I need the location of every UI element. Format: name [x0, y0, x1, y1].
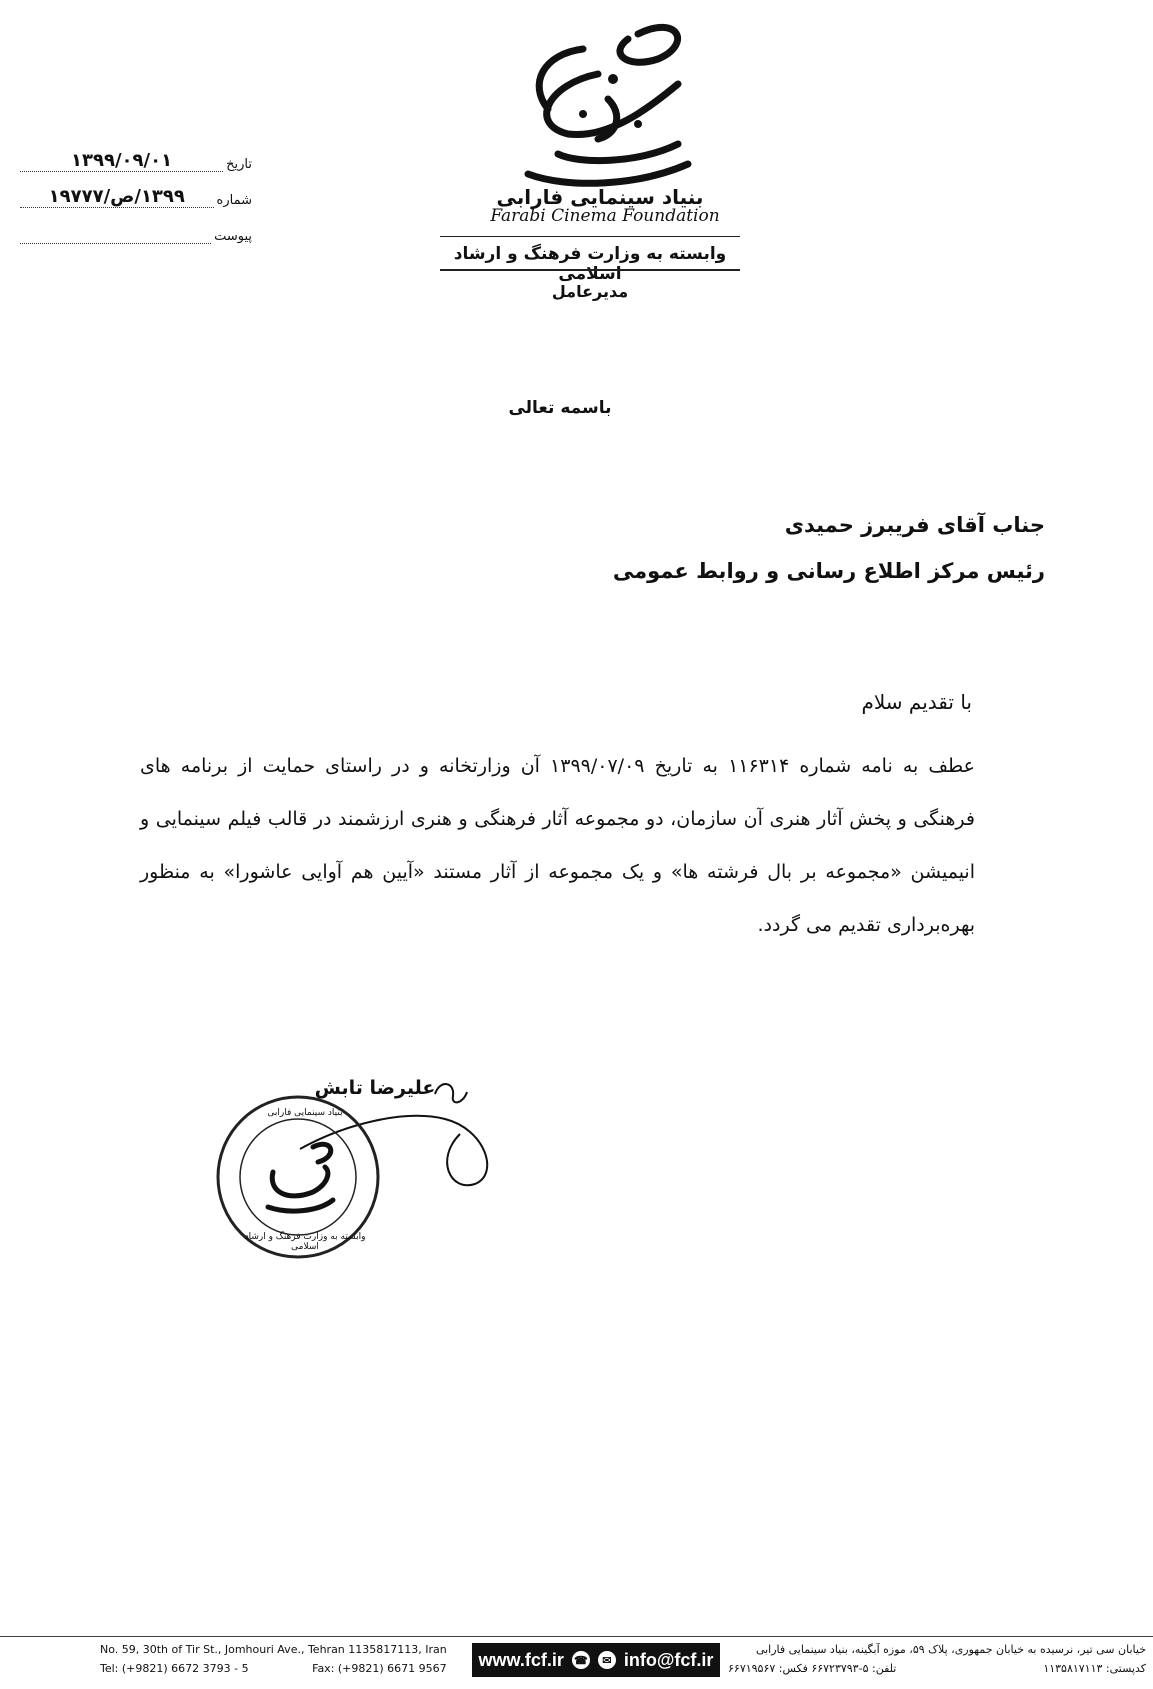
attachment-value	[20, 243, 211, 244]
footer-address-fa: خیابان سی تیر، نرسیده به خیابان جمهوری، پلاک ۵۹، موزه آبگینه، بنیاد سینمایی فارابی	[755, 1643, 1146, 1656]
signatory-name: علیرضا تابش	[314, 1077, 436, 1099]
attachment-label: پیوست	[214, 229, 252, 244]
footer-web-box	[472, 1643, 720, 1677]
footer-contact-fa	[728, 1662, 1146, 1675]
phone-icon: ☎	[572, 1651, 590, 1669]
greeting: با تقدیم سلام	[861, 690, 972, 714]
divider	[440, 236, 740, 237]
date-label: تاریخ	[226, 157, 252, 172]
footer-phone-en: Tel: (+9821) 6672 3793 - 5	[100, 1662, 249, 1675]
number-row	[20, 186, 252, 208]
footer-divider	[0, 1636, 1153, 1637]
footer-contact-en	[100, 1662, 465, 1675]
letter-body: عطف به نامه شماره ۱۱۶۳۱۴ به تاریخ ۱۳۹۹/۰۷/۰۹ آن وزارتخانه و در راستای حمایت از برنامه های فرهنگی و پخش آثار هنری آن سازمان، دو مجموعه آثار فرهنگی و هنری ارزشمند در قالب فیلم سینمایی و انیمیشن «مجموعه بر بال فرشته ها» و یک مجموعه از آثار مستند «آیین هم آوایی عاشورا» به منظور بهره‌برداری تقدیم می گردد.	[140, 755, 975, 936]
attachment-row	[20, 222, 252, 244]
website-link[interactable]: www.fcf.ir	[478, 1649, 564, 1670]
date-row	[20, 150, 252, 172]
bismillah: باسمه تعالی	[508, 398, 612, 418]
stamp-text: وابسته به وزارت فرهنگ و ارشاد اسلامی	[244, 1232, 366, 1252]
addressee-title: رئیس مرکز اطلاع رسانی و روابط عمومی	[612, 559, 1045, 583]
number-value: ۱۳۹۹/ص/۱۹۷۷۷	[20, 187, 214, 208]
date-value: ۱۳۹۹/۰۹/۰۱	[20, 151, 223, 172]
email-icon: ✉	[598, 1651, 616, 1669]
footer-postal-fa: کدپستی: ۱۱۳۵۸۱۷۱۱۳	[1043, 1662, 1146, 1675]
svg-text:بنیاد سینمایی فارابی: بنیاد سینمایی فارابی	[496, 185, 704, 209]
stamp-text: بنیاد سینمایی فارابی	[267, 1108, 343, 1118]
number-label: شماره	[216, 193, 252, 208]
addressee-name: جناب آقای فریبرز حمیدی	[784, 513, 1045, 537]
sender-position: مدیرعامل	[551, 282, 629, 301]
logo-subtitle: Farabi Cinema Foundation	[490, 206, 720, 226]
footer-phone-fa: تلفن: ۵-۶۶۷۲۳۷۹۳ فکس: ۶۶۷۱۹۵۶۷	[728, 1662, 897, 1675]
divider	[440, 269, 740, 271]
email-link[interactable]: info@fcf.ir	[623, 1649, 714, 1670]
footer-address-en: No. 59, 30th of Tir St., Jomhouri Ave., Tehran 1135817113, Iran	[100, 1643, 447, 1656]
footer-fax-en: Fax: (+9821) 6671 9567	[312, 1662, 447, 1675]
foundation-logo	[488, 14, 712, 214]
affiliation-text: وابسته به وزارت فرهنگ و ارشاد اسلامی	[453, 244, 727, 284]
